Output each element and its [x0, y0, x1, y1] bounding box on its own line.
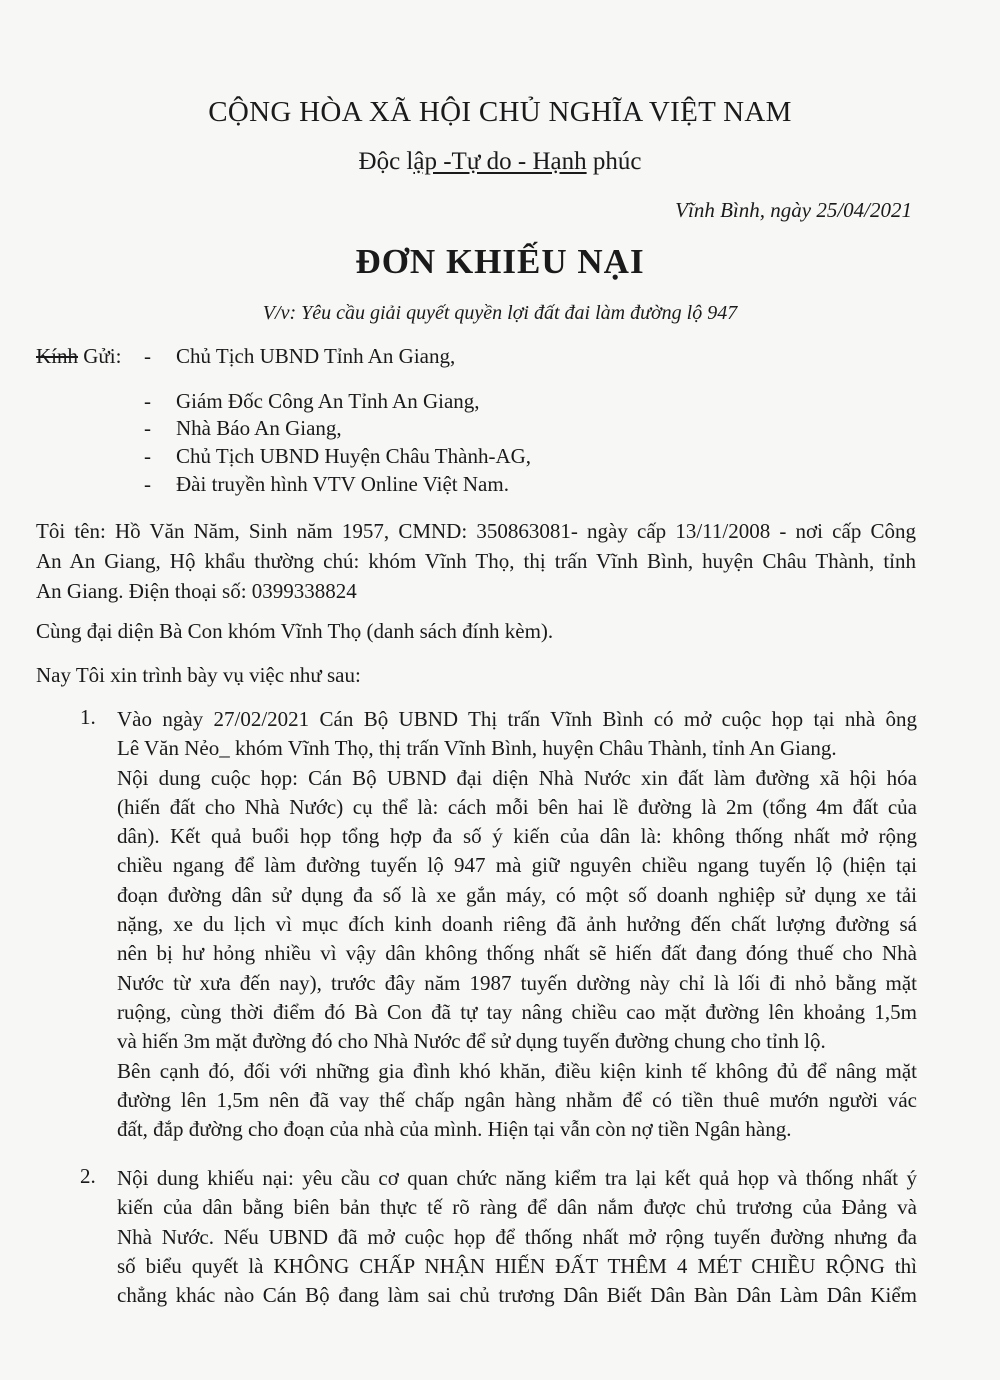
recipients-label — [36, 344, 121, 369]
personal-info — [36, 516, 916, 606]
personal-info-line: An Giang. Điện thoại số: 0399338824 — [36, 579, 357, 603]
document-subject: V/v: Yêu cầu giải quyết quyền lợi đất đai làm đường lộ 947 — [262, 302, 738, 324]
recipient-text: Nhà Báo An Giang, — [176, 416, 342, 440]
item-line: Nội dung cuộc họp: Cán Bộ UBND đại diện Nhà Nước xin đất làm đường xã hội hóa — [117, 765, 917, 790]
item-line: nên bị hư hỏng nhiều vì vậy dân không thống nhất sẽ hiến đất đang đóng thuế cho Nhà — [117, 941, 917, 966]
item-line: đất, đắp đường cho đoạn của nhà của mình. Hiện tại vẫn còn nợ tiền Ngân hàng. — [117, 1117, 792, 1142]
recipient-dash: - — [144, 389, 151, 413]
item-line: Nước từ xưa đến nay), trước đây năm 1987 tuyến dường này chỉ là lối đi nhỏ bằng mặt — [117, 970, 917, 995]
item-line: số biểu quyết là KHÔNG CHẤP NHẬN HIẾN ĐẤT THÊM 4 MÉT CHIỀU RỘNG thì — [117, 1253, 917, 1278]
motto-part-3: phúc — [586, 148, 642, 175]
motto-part-1: Độc l — [358, 148, 414, 175]
national-title: CỘNG HÒA XÃ HỘI CHỦ NGHĨA VIỆT NAM — [208, 96, 792, 128]
representative-line — [36, 616, 916, 646]
item-line: Vào ngày 27/02/2021 Cán Bộ UBND Thị trấn Vĩnh Bình có mở cuộc họp tại nhà ông — [117, 707, 917, 731]
item-2-body — [117, 1164, 917, 1310]
recipient-text: Giám Đốc Công An Tỉnh An Giang, — [176, 389, 480, 413]
date-line: Vĩnh Bình, ngày 25/04/2021 — [675, 198, 912, 222]
personal-info-line: Tôi tên: Hồ Văn Năm, Sinh năm 1957, CMND: 350863081- ngày cấp 13/11/2008 - nơi cấp Công — [36, 519, 916, 543]
recipient-dash: - — [144, 444, 151, 468]
recipient-dash: - — [144, 472, 151, 496]
item-number: 2. — [80, 1164, 96, 1188]
motto-part-2: ập -Tự do - Hạnh — [413, 148, 587, 175]
item-line: đoạn đường dân sử dụng đa số là xe gắn máy, có một số doanh nghiệp sử dụng xe tải — [117, 882, 917, 907]
recipients-label-struck: Kính — [36, 344, 78, 368]
item-line: Nội dung khiếu nại: yêu cầu cơ quan chức năng kiểm tra lại kết quả họp và thống nhất ý — [117, 1166, 917, 1190]
item-number: 1. — [80, 705, 96, 729]
item-line: nặng, xe du lịch vì mục đích kinh doanh riêng đã ảnh hưởng đến chất lượng đường sá — [117, 912, 917, 937]
representative-text: Cùng đại diện Bà Con khóm Vĩnh Thọ (danh sách đính kèm). — [36, 619, 554, 643]
item-line: Bên cạnh đó, đối với những gia đình khó khăn, điều kiện kinh tế không đủ để nâng mặt — [117, 1058, 917, 1083]
item-1-body — [117, 705, 917, 1144]
document-title: ĐƠN KHIẾU NẠI — [355, 242, 645, 281]
item-line: dân). Kết quả buổi họp tổng hợp đa số ý kiến của dân là: không thống nhất mở rộng — [117, 824, 917, 849]
item-line: và hiến 3m mặt đường đó cho Nhà Nước để sử dụng tuyến đường chung cho tỉnh lộ. — [117, 1029, 826, 1054]
recipient-text: Đài truyền hình VTV Online Việt Nam. — [176, 472, 509, 496]
item-line: chiều ngang để làm đường tuyến lộ 947 mà giữ nguyên chiều ngang tuyến lộ (hiện tại — [117, 853, 917, 878]
item-line: Lê Văn Nẻo_ khóm Vĩnh Thọ, thị trấn Vĩnh Bình, huyện Châu Thành, tỉnh An Giang. — [117, 736, 837, 761]
item-line: chẳng khác nào Cán Bộ đang làm sai chủ trương Dân Biết Dân Bàn Dân Làm Dân Kiểm — [117, 1283, 917, 1308]
recipient-text: Chủ Tịch UBND Tỉnh An Giang, — [176, 344, 456, 368]
item-line: Nhà Nước. Nếu UBND đã mở cuộc họp để thống nhất mở rộng tuyến đường nhưng đa — [117, 1224, 917, 1249]
national-motto — [0, 148, 1000, 176]
recipient-dash: - — [144, 344, 151, 368]
presentation-line — [36, 660, 916, 690]
item-line: kiến của dân bằng biên bản thực tế rõ ràng để dân nắm được chủ trương của Đảng và — [117, 1195, 917, 1220]
recipient-dash: - — [144, 416, 151, 440]
recipient-text: Chủ Tịch UBND Huyện Châu Thành-AG, — [176, 444, 532, 468]
recipients-label-rest: Gửi: — [78, 344, 122, 368]
item-line: (hiến đất cho Nhà Nước) cụ thể là: cách mỗi bên hai lề đường là 2m (tổng 4m đất của — [117, 794, 917, 819]
personal-info-line: An An Giang, Hộ khẩu thường chú: khóm Vĩnh Thọ, thị trấn Vĩnh Bình, huyện Châu Thành, tỉnh — [36, 549, 916, 573]
item-line: ruộng, cùng thời điểm đó Bà Con đã tự tay nâng chiều cao mặt đường lên khoảng 1,5m — [117, 999, 917, 1024]
item-line: đường lên 1,5m nên đã vay thế chấp ngân hàng nhằm để có tiền thuê mướn người vác — [117, 1087, 917, 1112]
presentation-text: Nay Tôi xin trình bày vụ việc như sau: — [36, 663, 361, 687]
